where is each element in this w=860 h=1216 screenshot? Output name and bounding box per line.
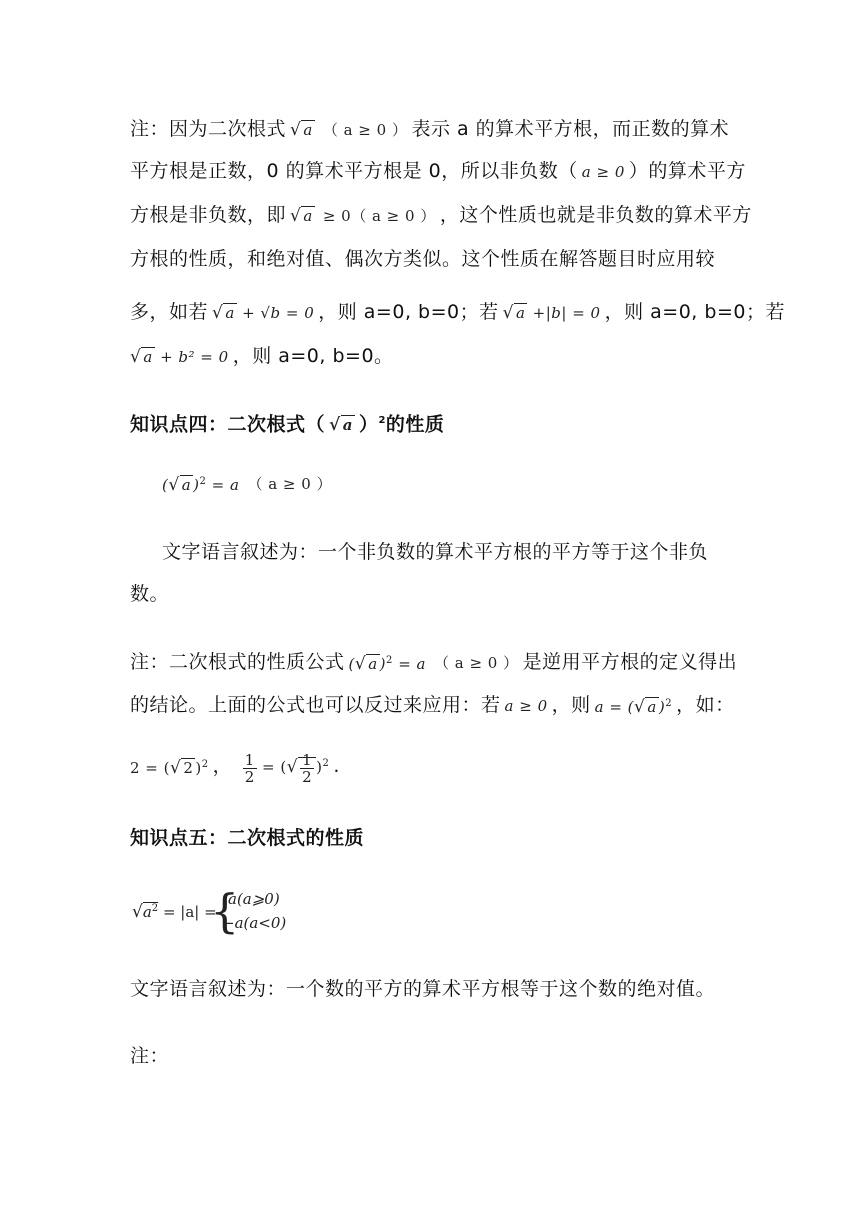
heading-point-4: 知识点四：二次根式（ √ a ）$^2$的性质 [130,405,444,441]
formula-4 [162,466,336,501]
text: ，则 a=0, b=0；若 [604,301,785,323]
text: 注：因为二次根式 [130,118,287,140]
sqrt-a-formula: √ a [290,205,313,226]
left-brace: { [210,884,240,938]
text: ，则 [551,694,591,716]
note1-line1 [130,113,729,146]
text: 多，如若 [130,301,209,323]
text: ，则 a=0, b=0。 [232,345,394,367]
sqrt-a-squared-formula: $√a^2 = |a|$ = [132,902,217,922]
sqrt-a-formula: √ a [329,414,353,435]
sqrt-a-formula: √ a [290,119,313,140]
text: 注：二次根式的性质公式 [130,651,345,673]
condition-formula: （ a ≥ 0 ） [433,653,519,672]
case-negative: −a(a<0) [222,914,287,932]
condition-formula: （ a ≥ 0 ） [247,474,333,493]
statement-4-line2: 数。 [130,583,170,605]
text: 方根是非负数，即 [130,204,287,226]
condition-formula: a ≥ 0 [504,696,548,715]
note1-line3 [130,199,752,232]
reverse-formula: a = (√ a )$^2$ [594,697,673,717]
heading-point-5: 知识点五：二次根式的性质 [130,827,365,849]
square-of-sqrt-formula: (√ a )$^2$ = a [162,475,240,495]
statement-5: 文字语言叙述为：一个数的平方的算术平方根等于这个数的绝对值。 [130,978,716,1000]
ge-zero-formula: ≥ 0（ a ≥ 0 ） [322,206,436,225]
example-sqrt2: 2 = (√ 2 )$^2$ [130,757,209,778]
text: ，则 a=0, b=0；若 [318,301,499,323]
text: 的结论。上面的公式也可以反过来应用：若 [130,694,501,716]
example-formula-3: √ a + b² = 0 [130,346,229,367]
square-exponent: 2 [378,415,386,426]
text: 平方根是正数，0 的算术平方根是 0，所以非负数（ [130,160,578,182]
example-formula-1: √ a + √b = 0 [212,302,315,323]
text: ，如： [676,694,735,716]
text: ， [212,754,233,777]
text: 表示 a 的算术平方根，而正数的算术 [411,118,730,140]
statement-4-line1: 文字语言叙述为：一个非负数的算术平方根的平方等于这个非负 [162,541,709,563]
text: 是逆用平方根的定义得出 [522,651,738,673]
example-formula-2: √ a +|b| = 0 [502,302,601,323]
text: . [333,754,340,777]
note2-line3 [130,748,340,785]
note2-line1 [130,645,737,680]
note1-line4: 方根的性质，和绝对值、偶次方类似。这个性质在解答题目时应用较 [130,248,716,270]
case-nonnegative: a(a⩾0) [228,890,280,908]
square-of-sqrt-formula: (√ a )$^2$ = a [348,654,426,674]
note2-line2 [130,688,735,723]
note1-line2 [130,155,746,188]
text: ，这个性质也就是非负数的算术平方 [439,204,752,226]
condition-formula: a ≥ 0 [581,162,625,181]
note1-line5 [130,296,785,329]
condition-formula: （ a ≥ 0 ） [322,120,408,139]
note1-line6 [130,340,394,373]
text: ）的算术平方 [628,160,746,182]
note3: 注： [130,1045,170,1067]
example-half: $\frac{1}{2}$ = (√ $\frac{1}{2}$ )$^2$ [244,750,330,786]
